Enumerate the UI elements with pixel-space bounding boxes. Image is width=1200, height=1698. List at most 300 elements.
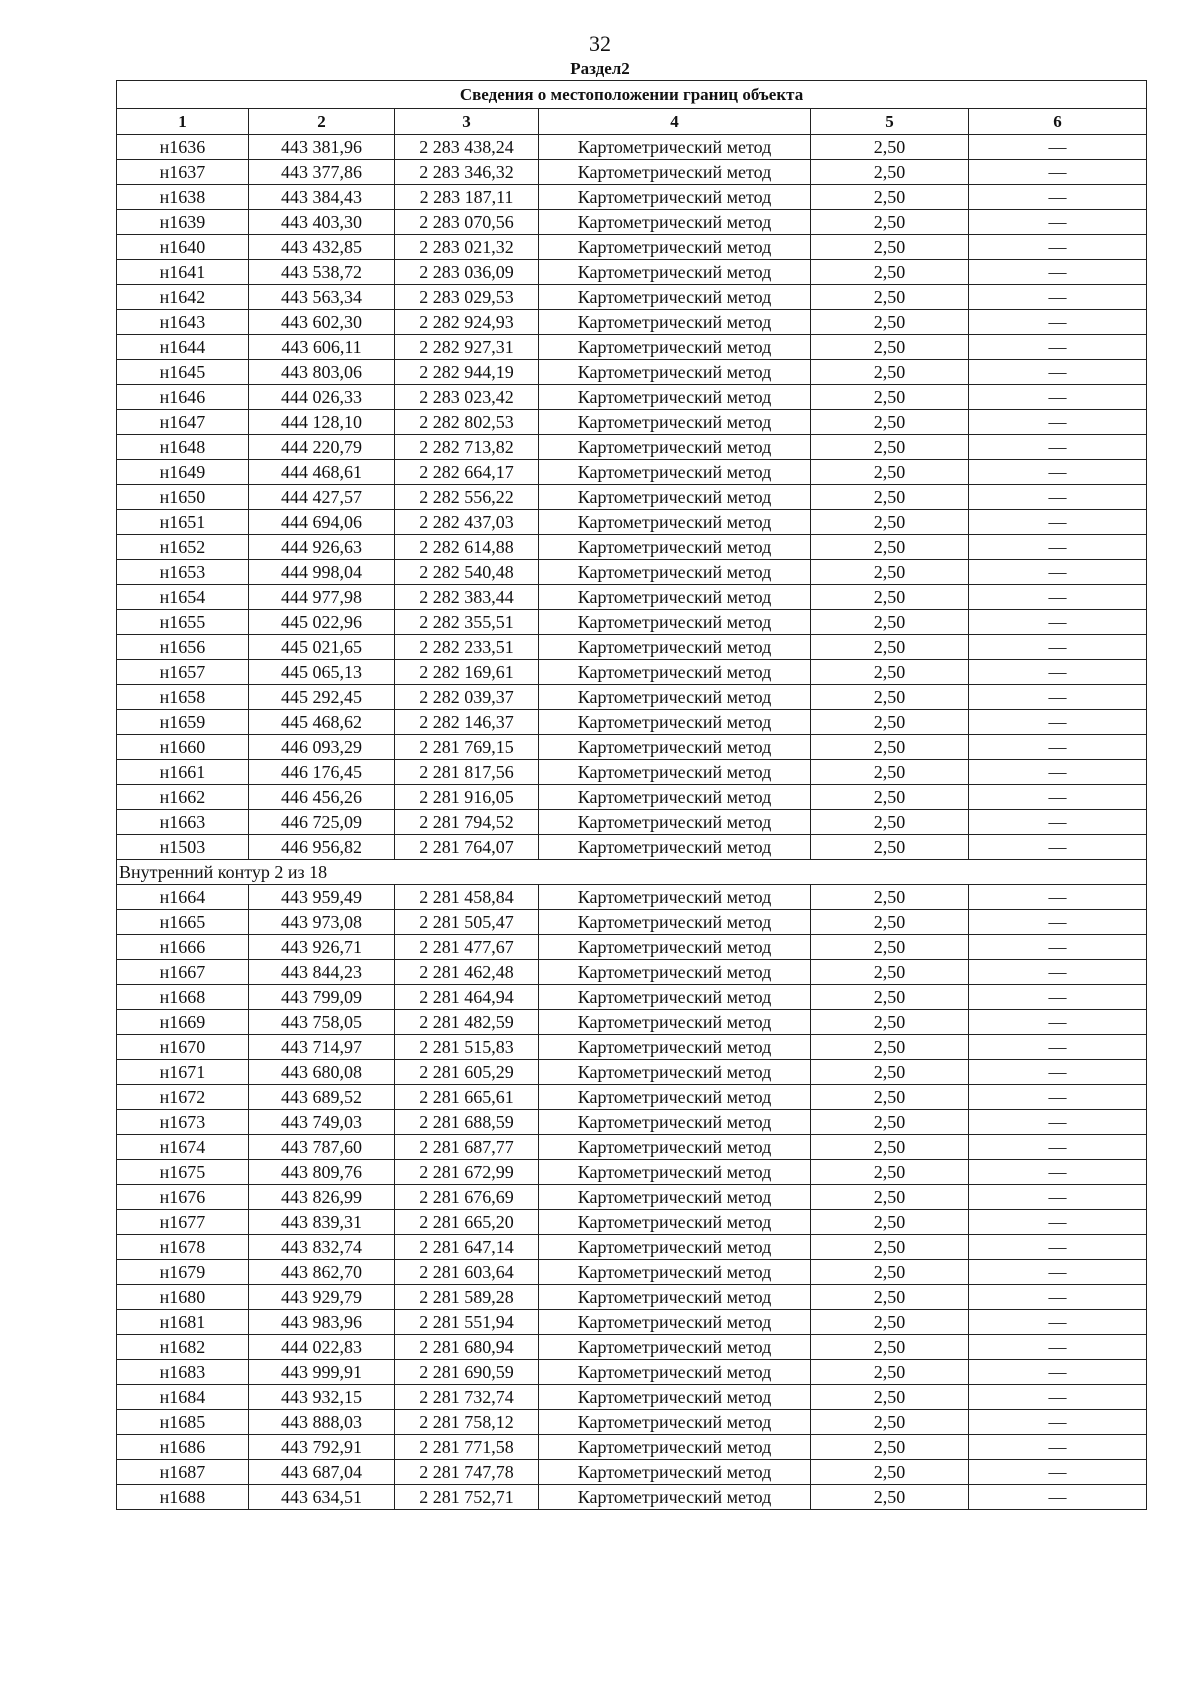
method-cell: Картометрический метод: [539, 160, 811, 185]
description-cell: —: [969, 1010, 1147, 1035]
y-coordinate-cell: 2 282 437,03: [395, 510, 539, 535]
x-coordinate-cell: 444 026,33: [249, 385, 395, 410]
table-row: [117, 185, 1147, 210]
description-cell: —: [969, 1335, 1147, 1360]
description-cell: —: [969, 235, 1147, 260]
x-coordinate-cell: 445 021,65: [249, 635, 395, 660]
accuracy-cell: 2,50: [811, 1010, 969, 1035]
x-coordinate-cell: 446 956,82: [249, 835, 395, 860]
accuracy-cell: 2,50: [811, 1385, 969, 1410]
x-coordinate-cell: 443 973,08: [249, 910, 395, 935]
table-row: [117, 885, 1147, 910]
point-name-cell: н1640: [117, 235, 249, 260]
accuracy-cell: 2,50: [811, 1410, 969, 1435]
table-row: [117, 135, 1147, 160]
x-coordinate-cell: 443 758,05: [249, 1010, 395, 1035]
point-name-cell: н1655: [117, 610, 249, 635]
x-coordinate-cell: 444 427,57: [249, 485, 395, 510]
x-coordinate-cell: 443 634,51: [249, 1485, 395, 1510]
point-name-cell: н1659: [117, 710, 249, 735]
point-name-cell: н1671: [117, 1060, 249, 1085]
table-row: [117, 1235, 1147, 1260]
y-coordinate-cell: 2 281 732,74: [395, 1385, 539, 1410]
x-coordinate-cell: 446 456,26: [249, 785, 395, 810]
y-coordinate-cell: 2 281 758,12: [395, 1410, 539, 1435]
description-cell: —: [969, 935, 1147, 960]
description-cell: —: [969, 785, 1147, 810]
y-coordinate-cell: 2 283 346,32: [395, 160, 539, 185]
point-name-cell: н1653: [117, 560, 249, 585]
table-caption-row: [117, 81, 1147, 109]
y-coordinate-cell: 2 283 021,32: [395, 235, 539, 260]
table-row: [117, 910, 1147, 935]
point-name-cell: н1656: [117, 635, 249, 660]
x-coordinate-cell: 443 959,49: [249, 885, 395, 910]
description-cell: —: [969, 1060, 1147, 1085]
y-coordinate-cell: 2 281 752,71: [395, 1485, 539, 1510]
y-coordinate-cell: 2 283 070,56: [395, 210, 539, 235]
point-name-cell: н1503: [117, 835, 249, 860]
method-cell: Картометрический метод: [539, 1310, 811, 1335]
accuracy-cell: 2,50: [811, 660, 969, 685]
description-cell: —: [969, 1210, 1147, 1235]
method-cell: Картометрический метод: [539, 310, 811, 335]
table-row: [117, 560, 1147, 585]
point-name-cell: н1668: [117, 985, 249, 1010]
y-coordinate-cell: 2 282 614,88: [395, 535, 539, 560]
table-row: [117, 660, 1147, 685]
description-cell: —: [969, 985, 1147, 1010]
table-row: [117, 1185, 1147, 1210]
method-cell: Картометрический метод: [539, 185, 811, 210]
x-coordinate-cell: 446 725,09: [249, 810, 395, 835]
accuracy-cell: 2,50: [811, 535, 969, 560]
method-cell: Картометрический метод: [539, 1135, 811, 1160]
method-cell: Картометрический метод: [539, 685, 811, 710]
point-name-cell: н1642: [117, 285, 249, 310]
y-coordinate-cell: 2 282 146,37: [395, 710, 539, 735]
table-row: [117, 1385, 1147, 1410]
method-cell: Картометрический метод: [539, 585, 811, 610]
point-name-cell: н1643: [117, 310, 249, 335]
method-cell: Картометрический метод: [539, 360, 811, 385]
table-row: [117, 1310, 1147, 1335]
accuracy-cell: 2,50: [811, 735, 969, 760]
y-coordinate-cell: 2 282 944,19: [395, 360, 539, 385]
accuracy-cell: 2,50: [811, 1360, 969, 1385]
y-coordinate-cell: 2 281 477,67: [395, 935, 539, 960]
x-coordinate-cell: 444 220,79: [249, 435, 395, 460]
accuracy-cell: 2,50: [811, 510, 969, 535]
accuracy-cell: 2,50: [811, 410, 969, 435]
y-coordinate-cell: 2 281 916,05: [395, 785, 539, 810]
table-row: [117, 310, 1147, 335]
table-row: [117, 1210, 1147, 1235]
table-row: [117, 410, 1147, 435]
section-title: Раздел2: [570, 59, 630, 78]
accuracy-cell: 2,50: [811, 910, 969, 935]
point-name-cell: н1676: [117, 1185, 249, 1210]
y-coordinate-cell: 2 283 029,53: [395, 285, 539, 310]
point-name-cell: н1682: [117, 1335, 249, 1360]
x-coordinate-cell: 443 377,86: [249, 160, 395, 185]
point-name-cell: н1685: [117, 1410, 249, 1435]
method-cell: Картометрический метод: [539, 1235, 811, 1260]
description-cell: —: [969, 1160, 1147, 1185]
point-name-cell: н1651: [117, 510, 249, 535]
point-name-cell: н1674: [117, 1135, 249, 1160]
point-name-cell: н1644: [117, 335, 249, 360]
y-coordinate-cell: 2 281 665,61: [395, 1085, 539, 1110]
point-name-cell: н1675: [117, 1160, 249, 1185]
point-name-cell: н1645: [117, 360, 249, 385]
contour-label: Внутренний контур 2 из 18: [117, 860, 1147, 885]
method-cell: Картометрический метод: [539, 435, 811, 460]
table-row: [117, 1135, 1147, 1160]
x-coordinate-cell: 444 694,06: [249, 510, 395, 535]
accuracy-cell: 2,50: [811, 260, 969, 285]
y-coordinate-cell: 2 281 647,14: [395, 1235, 539, 1260]
method-cell: Картометрический метод: [539, 760, 811, 785]
description-cell: —: [969, 560, 1147, 585]
y-coordinate-cell: 2 283 187,11: [395, 185, 539, 210]
x-coordinate-cell: 444 022,83: [249, 1335, 395, 1360]
table-row: [117, 360, 1147, 385]
y-coordinate-cell: 2 282 802,53: [395, 410, 539, 435]
description-cell: —: [969, 160, 1147, 185]
accuracy-cell: 2,50: [811, 810, 969, 835]
description-cell: —: [969, 1385, 1147, 1410]
x-coordinate-cell: 443 999,91: [249, 1360, 395, 1385]
accuracy-cell: 2,50: [811, 310, 969, 335]
method-cell: Картометрический метод: [539, 1260, 811, 1285]
accuracy-cell: 2,50: [811, 1035, 969, 1060]
y-coordinate-cell: 2 283 438,24: [395, 135, 539, 160]
accuracy-cell: 2,50: [811, 710, 969, 735]
description-cell: —: [969, 1285, 1147, 1310]
table-row: [117, 685, 1147, 710]
method-cell: Картометрический метод: [539, 735, 811, 760]
description-cell: —: [969, 135, 1147, 160]
method-cell: Картометрический метод: [539, 810, 811, 835]
x-coordinate-cell: 446 176,45: [249, 760, 395, 785]
x-coordinate-cell: 445 022,96: [249, 610, 395, 635]
point-name-cell: н1661: [117, 760, 249, 785]
y-coordinate-cell: 2 282 233,51: [395, 635, 539, 660]
method-cell: Картометрический метод: [539, 785, 811, 810]
x-coordinate-cell: 444 998,04: [249, 560, 395, 585]
method-cell: Картометрический метод: [539, 660, 811, 685]
method-cell: Картометрический метод: [539, 385, 811, 410]
point-name-cell: н1681: [117, 1310, 249, 1335]
x-coordinate-cell: 443 606,11: [249, 335, 395, 360]
method-cell: Картометрический метод: [539, 610, 811, 635]
method-cell: Картометрический метод: [539, 710, 811, 735]
method-cell: Картометрический метод: [539, 1485, 811, 1510]
description-cell: —: [969, 1185, 1147, 1210]
table-row: [117, 535, 1147, 560]
y-coordinate-cell: 2 281 603,64: [395, 1260, 539, 1285]
table-row: [117, 235, 1147, 260]
method-cell: Картометрический метод: [539, 560, 811, 585]
y-coordinate-cell: 2 281 687,77: [395, 1135, 539, 1160]
point-name-cell: н1687: [117, 1460, 249, 1485]
point-name-cell: н1649: [117, 460, 249, 485]
point-name-cell: н1664: [117, 885, 249, 910]
description-cell: —: [969, 385, 1147, 410]
table-row: [117, 1260, 1147, 1285]
description-cell: —: [969, 1485, 1147, 1510]
x-coordinate-cell: 443 689,52: [249, 1085, 395, 1110]
x-coordinate-cell: 443 432,85: [249, 235, 395, 260]
point-name-cell: н1669: [117, 1010, 249, 1035]
point-name-cell: н1641: [117, 260, 249, 285]
point-name-cell: н1665: [117, 910, 249, 935]
accuracy-cell: 2,50: [811, 1110, 969, 1135]
accuracy-cell: 2,50: [811, 460, 969, 485]
point-name-cell: н1654: [117, 585, 249, 610]
accuracy-cell: 2,50: [811, 1485, 969, 1510]
y-coordinate-cell: 2 281 551,94: [395, 1310, 539, 1335]
method-cell: Картометрический метод: [539, 635, 811, 660]
y-coordinate-cell: 2 281 690,59: [395, 1360, 539, 1385]
accuracy-cell: 2,50: [811, 1310, 969, 1335]
y-coordinate-cell: 2 282 556,22: [395, 485, 539, 510]
x-coordinate-cell: 443 563,34: [249, 285, 395, 310]
column-number-6: 6: [969, 109, 1147, 135]
description-cell: —: [969, 1085, 1147, 1110]
x-coordinate-cell: 443 602,30: [249, 310, 395, 335]
table-row: [117, 460, 1147, 485]
description-cell: —: [969, 1410, 1147, 1435]
point-name-cell: н1677: [117, 1210, 249, 1235]
point-name-cell: н1673: [117, 1110, 249, 1135]
contour-label-row: [117, 860, 1147, 885]
accuracy-cell: 2,50: [811, 610, 969, 635]
description-cell: —: [969, 285, 1147, 310]
table-row: [117, 1285, 1147, 1310]
accuracy-cell: 2,50: [811, 1210, 969, 1235]
x-coordinate-cell: 444 977,98: [249, 585, 395, 610]
description-cell: —: [969, 760, 1147, 785]
boundary-coordinates-table: [116, 80, 1147, 1510]
y-coordinate-cell: 2 282 355,51: [395, 610, 539, 635]
accuracy-cell: 2,50: [811, 635, 969, 660]
y-coordinate-cell: 2 281 676,69: [395, 1185, 539, 1210]
y-coordinate-cell: 2 281 747,78: [395, 1460, 539, 1485]
table-row: [117, 285, 1147, 310]
point-name-cell: н1639: [117, 210, 249, 235]
method-cell: Картометрический метод: [539, 1085, 811, 1110]
x-coordinate-cell: 444 926,63: [249, 535, 395, 560]
table-row: [117, 435, 1147, 460]
table-body: [117, 135, 1147, 1510]
y-coordinate-cell: 2 281 464,94: [395, 985, 539, 1010]
description-cell: —: [969, 635, 1147, 660]
table-row: [117, 1410, 1147, 1435]
point-name-cell: н1666: [117, 935, 249, 960]
y-coordinate-cell: 2 281 769,15: [395, 735, 539, 760]
accuracy-cell: 2,50: [811, 1335, 969, 1360]
table-row: [117, 585, 1147, 610]
x-coordinate-cell: 443 839,31: [249, 1210, 395, 1235]
column-number-1: 1: [117, 109, 249, 135]
method-cell: Картометрический метод: [539, 335, 811, 360]
table-row: [117, 935, 1147, 960]
method-cell: Картометрический метод: [539, 1185, 811, 1210]
point-name-cell: н1672: [117, 1085, 249, 1110]
accuracy-cell: 2,50: [811, 785, 969, 810]
accuracy-cell: 2,50: [811, 135, 969, 160]
accuracy-cell: 2,50: [811, 1460, 969, 1485]
description-cell: —: [969, 1135, 1147, 1160]
y-coordinate-cell: 2 281 771,58: [395, 1435, 539, 1460]
point-name-cell: н1684: [117, 1385, 249, 1410]
accuracy-cell: 2,50: [811, 360, 969, 385]
description-cell: —: [969, 1435, 1147, 1460]
accuracy-cell: 2,50: [811, 685, 969, 710]
accuracy-cell: 2,50: [811, 1435, 969, 1460]
point-name-cell: н1658: [117, 685, 249, 710]
x-coordinate-cell: 443 809,76: [249, 1160, 395, 1185]
table-row: [117, 1110, 1147, 1135]
y-coordinate-cell: 2 283 023,42: [395, 385, 539, 410]
x-coordinate-cell: 443 687,04: [249, 1460, 395, 1485]
description-cell: —: [969, 1260, 1147, 1285]
method-cell: Картометрический метод: [539, 1010, 811, 1035]
column-number-5: 5: [811, 109, 969, 135]
y-coordinate-cell: 2 281 688,59: [395, 1110, 539, 1135]
table-row: [117, 385, 1147, 410]
point-name-cell: н1638: [117, 185, 249, 210]
point-name-cell: н1647: [117, 410, 249, 435]
table-row: [117, 485, 1147, 510]
x-coordinate-cell: 443 403,30: [249, 210, 395, 235]
y-coordinate-cell: 2 282 169,61: [395, 660, 539, 685]
table-row: [117, 810, 1147, 835]
point-name-cell: н1646: [117, 385, 249, 410]
x-coordinate-cell: 443 787,60: [249, 1135, 395, 1160]
method-cell: Картометрический метод: [539, 135, 811, 160]
x-coordinate-cell: 443 749,03: [249, 1110, 395, 1135]
point-name-cell: н1688: [117, 1485, 249, 1510]
method-cell: Картометрический метод: [539, 1285, 811, 1310]
table-row: [117, 635, 1147, 660]
description-cell: —: [969, 610, 1147, 635]
x-coordinate-cell: 444 468,61: [249, 460, 395, 485]
method-cell: Картометрический метод: [539, 460, 811, 485]
description-cell: —: [969, 260, 1147, 285]
description-cell: —: [969, 685, 1147, 710]
method-cell: Картометрический метод: [539, 960, 811, 985]
table-row: [117, 610, 1147, 635]
description-cell: —: [969, 585, 1147, 610]
y-coordinate-cell: 2 281 515,83: [395, 1035, 539, 1060]
method-cell: Картометрический метод: [539, 1385, 811, 1410]
y-coordinate-cell: 2 281 505,47: [395, 910, 539, 935]
description-cell: —: [969, 810, 1147, 835]
description-cell: —: [969, 460, 1147, 485]
x-coordinate-cell: 443 538,72: [249, 260, 395, 285]
accuracy-cell: 2,50: [811, 585, 969, 610]
accuracy-cell: 2,50: [811, 760, 969, 785]
point-name-cell: н1636: [117, 135, 249, 160]
method-cell: Картометрический метод: [539, 1060, 811, 1085]
point-name-cell: н1667: [117, 960, 249, 985]
point-name-cell: н1657: [117, 660, 249, 685]
y-coordinate-cell: 2 283 036,09: [395, 260, 539, 285]
x-coordinate-cell: 443 803,06: [249, 360, 395, 385]
description-cell: —: [969, 310, 1147, 335]
y-coordinate-cell: 2 281 482,59: [395, 1010, 539, 1035]
x-coordinate-cell: 443 926,71: [249, 935, 395, 960]
table-row: [117, 710, 1147, 735]
description-cell: —: [969, 510, 1147, 535]
y-coordinate-cell: 2 282 664,17: [395, 460, 539, 485]
method-cell: Картометрический метод: [539, 285, 811, 310]
table-row: [117, 785, 1147, 810]
method-cell: Картометрический метод: [539, 535, 811, 560]
point-name-cell: н1686: [117, 1435, 249, 1460]
description-cell: —: [969, 710, 1147, 735]
table-row: [117, 1160, 1147, 1185]
method-cell: Картометрический метод: [539, 235, 811, 260]
description-cell: —: [969, 660, 1147, 685]
accuracy-cell: 2,50: [811, 335, 969, 360]
method-cell: Картометрический метод: [539, 510, 811, 535]
table-row: [117, 1460, 1147, 1485]
accuracy-cell: 2,50: [811, 1085, 969, 1110]
y-coordinate-cell: 2 281 794,52: [395, 810, 539, 835]
accuracy-cell: 2,50: [811, 1235, 969, 1260]
x-coordinate-cell: 443 888,03: [249, 1410, 395, 1435]
accuracy-cell: 2,50: [811, 235, 969, 260]
x-coordinate-cell: 444 128,10: [249, 410, 395, 435]
method-cell: Картометрический метод: [539, 1160, 811, 1185]
method-cell: Картометрический метод: [539, 885, 811, 910]
accuracy-cell: 2,50: [811, 435, 969, 460]
table-row: [117, 335, 1147, 360]
x-coordinate-cell: 443 680,08: [249, 1060, 395, 1085]
table-row: [117, 210, 1147, 235]
page-number: 32: [589, 31, 611, 56]
accuracy-cell: 2,50: [811, 985, 969, 1010]
method-cell: Картометрический метод: [539, 485, 811, 510]
table-row: [117, 1335, 1147, 1360]
description-cell: —: [969, 360, 1147, 385]
y-coordinate-cell: 2 281 458,84: [395, 885, 539, 910]
x-coordinate-cell: 443 932,15: [249, 1385, 395, 1410]
x-coordinate-cell: 443 792,91: [249, 1435, 395, 1460]
accuracy-cell: 2,50: [811, 1135, 969, 1160]
method-cell: Картометрический метод: [539, 1435, 811, 1460]
description-cell: —: [969, 185, 1147, 210]
x-coordinate-cell: 443 384,43: [249, 185, 395, 210]
description-cell: —: [969, 885, 1147, 910]
table-row: [117, 1485, 1147, 1510]
accuracy-cell: 2,50: [811, 285, 969, 310]
description-cell: —: [969, 1360, 1147, 1385]
point-name-cell: н1648: [117, 435, 249, 460]
x-coordinate-cell: 443 844,23: [249, 960, 395, 985]
x-coordinate-cell: 443 983,96: [249, 1310, 395, 1335]
y-coordinate-cell: 2 282 713,82: [395, 435, 539, 460]
y-coordinate-cell: 2 282 039,37: [395, 685, 539, 710]
method-cell: Картометрический метод: [539, 835, 811, 860]
point-name-cell: н1678: [117, 1235, 249, 1260]
column-number-2: 2: [249, 109, 395, 135]
accuracy-cell: 2,50: [811, 1160, 969, 1185]
